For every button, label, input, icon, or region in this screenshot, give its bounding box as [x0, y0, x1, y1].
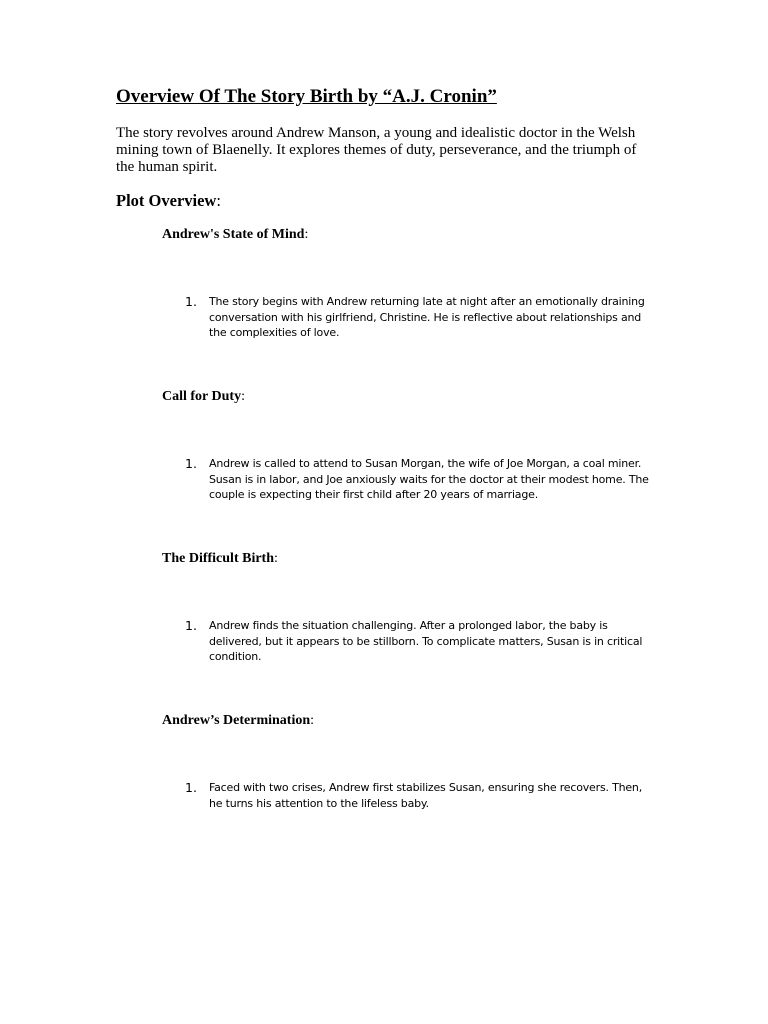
- section-heading-text: Andrew’s Determination: [162, 713, 311, 728]
- section-heading-determination: [162, 713, 314, 729]
- plot-overview-heading-text: Plot Overview: [116, 191, 217, 210]
- section-heading-colon: :: [310, 713, 315, 728]
- list-item-text: The story begins with Andrew returning late at night after an emotionally draining conversation with his girlfriend, Christine. He is reflective about relationships and the complexities of love.: [209, 295, 645, 339]
- list-number: 1.: [185, 780, 197, 795]
- list-item-text: Andrew finds the situation challenging. After a prolonged labor, the baby is delivered, but it appears to be stillborn. To complicate matters, Susan is in critical condition.: [209, 619, 643, 663]
- list-item-text: Faced with two crises, Andrew first stabilizes Susan, ensuring she recovers. Then, he turns his attention to the lifeless baby.: [209, 781, 642, 810]
- section-heading-text: The Difficult Birth: [162, 551, 274, 566]
- list-number: 1.: [185, 294, 197, 309]
- plot-overview-heading: [116, 191, 221, 211]
- intro-paragraph: The story revolves around Andrew Manson, a young and idealistic doctor in the Welsh mining town of Blaenelly. It explores themes of duty, perseverance, and the triumph of the human spirit.: [116, 125, 637, 175]
- plot-overview-heading-colon: :: [216, 191, 221, 210]
- section-heading-text: Call for Duty: [162, 389, 242, 404]
- section-heading-call-for-duty: [162, 389, 245, 405]
- section-heading-colon: :: [274, 551, 278, 566]
- document-title: Overview Of The Story Birth by “A.J. Cronin”: [116, 86, 497, 107]
- list-number: 1.: [185, 456, 197, 471]
- section-heading-state-of-mind: [162, 227, 308, 243]
- list-number: 1.: [185, 618, 197, 633]
- section-heading-colon: :: [304, 227, 309, 242]
- section-heading-text: Andrew's State of Mind: [162, 227, 305, 242]
- section-heading-colon: :: [241, 389, 245, 404]
- section-heading-difficult-birth: [162, 551, 278, 567]
- list-item-text: Andrew is called to attend to Susan Morgan, the wife of Joe Morgan, a coal miner. Susan is in labor, and Joe anxiously waits for the doctor at their modest home. The couple is expecting their first child after 20 years of marriage.: [209, 457, 649, 501]
